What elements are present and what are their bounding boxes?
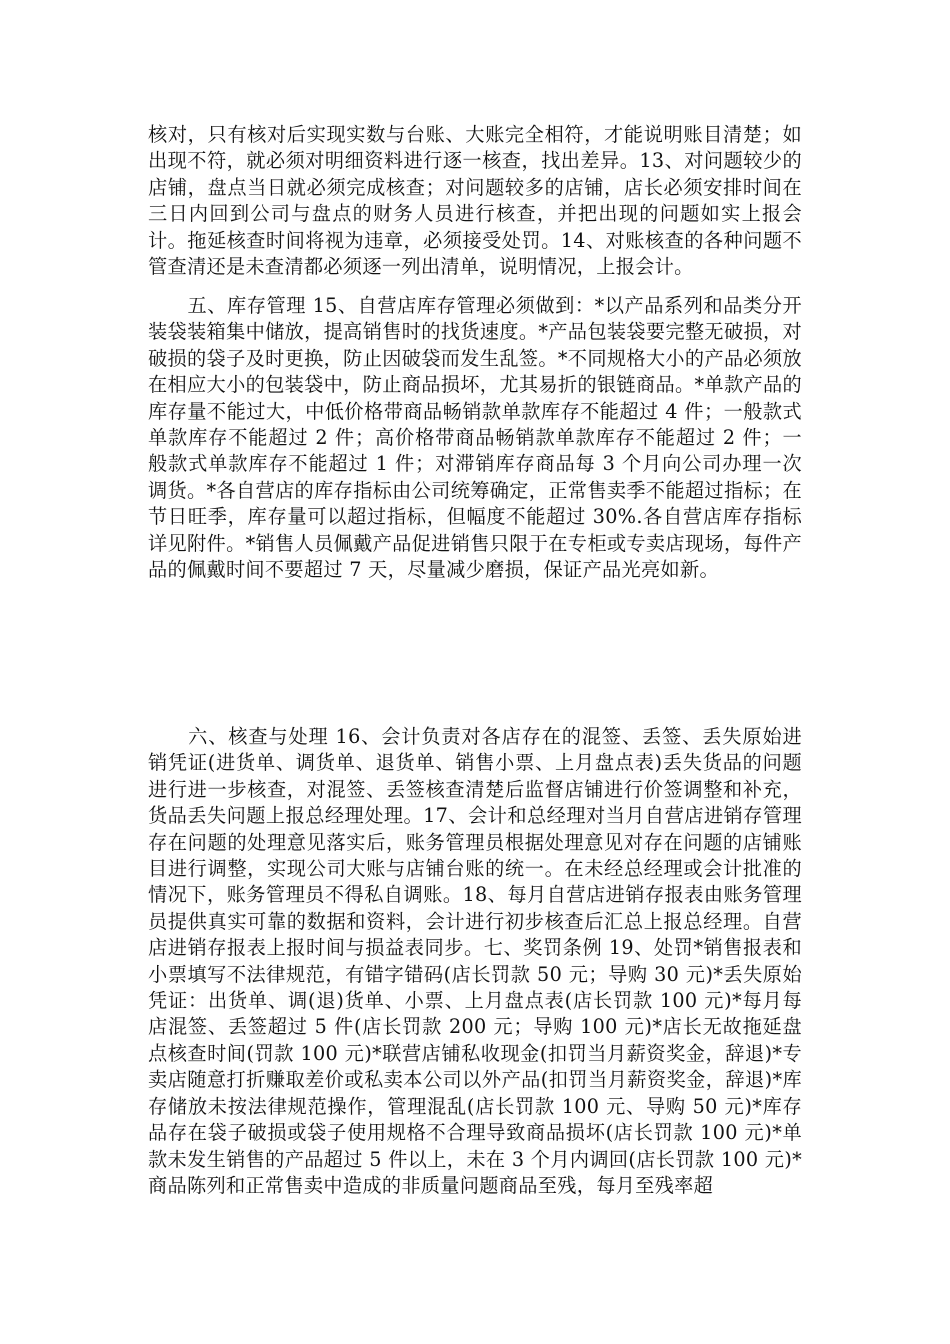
paragraph-verification-and-penalties: 六、核查与处理 16、会计负责对各店存在的混签、丢签、丢失原始进销凭证(进货单、调货单、退货单、销售小票、上月盘点表)丢失货品的问题进行进一步核查，对混签、丢签核查清楚后监督店铺进行价签调整和补充，货品丢失问题上报总经理处理。17、会计和总经理对当月自营店进销存管理存在问题的处理意见落实后，账务管理员根据处理意见对存在问题的店铺账目进行调整，实现公司大账与店铺台账的统一。在未经总经理或会计批准的情况下，账务管理员不得私自调账。18、每月自营店进销存报表由账务管理员提供真实可靠的数据和资料，会计进行初步核查后汇总上报总经理。自营店进销存报表上报时间与损益表同步。七、奖罚条例 19、处罚*销售报表和小票填写不法律规范，有错字错码(店长罚款 50 元；导购 30 元)*丢失原始凭证：出货单、调(退)货单、小票、上月盘点表(店长罚款 100 元)*每月每店混签、丢签超过 5 件(店长罚款 200 元；导购 100 元)*店长无故拖延盘点核查时间(罚款 100 元)*联营店铺私收现金(扣罚当月薪资奖金，辞退)*专卖店随意打折赚取差价或私卖本公司以外产品(扣罚当月薪资奖金，辞退)*库存储放未按法律规范操作，管理混乱(店长罚款 100 元、导购 50 元)*库存品存在袋子破损或袋子使用规格不合理导致商品损坏(店长罚款 100 元)*单款未发生销售的产品超过 5 件以上，未在 3 个月内调回(店长罚款 100 元)*商品陈列和正常售卖中造成的非质量问题商品至残，每月至残率超 [148,725,802,1197]
paragraph-inventory-management: 五、库存管理 15、自营店库存管理必须做到：*以产品系列和品类分开装袋装箱集中储放，提高销售时的找货速度。*产品包装袋要完整无破损，对破损的袋子及时更换，防止因破袋而发生乱签。*不同规格大小的产品必须放在相应大小的包装袋中，防止商品损坏，尤其易折的银链商品。*单款产品的库存量不能过大，中低价格带商品畅销款单款库存不能超过 4 件；一般款式单款库存不能超过 2 件；高价格带商品畅销款单款库存不能超过 2 件；一般款式单款库存不能超过 1 件；对滞销库存商品每 3 个月向公司办理一次调货。*各自营店的库存指标由公司统筹确定，正常售卖季不能超过指标；在节日旺季，库存量可以超过指标，但幅度不能超过 30%.各自营店库存指标详见附件。*销售人员佩戴产品促进销售只限于在专柜或专卖店现场，每件产品的佩戴时间不要超过 7 天，尽量减少磨损，保证产品光亮如新。 [148,294,802,582]
paragraph-reconciliation: 核对，只有核对后实现实数与台账、大账完全相符，才能说明账目清楚；如出现不符，就必须对明细资料进行逐一核查，找出差异。13、对问题较少的店铺，盘点当日就必须完成核查；对问题较多的店铺，店长必须安排时间在三日内回到公司与盘点的财务人员进行核查，并把出现的问题如实上报会计。拖延核查时间将视为违章，必须接受处罚。14、对账核查的各种问题不管查清还是未查清都必须逐一列出清单，说明情况，上报会计。 [148,123,802,279]
